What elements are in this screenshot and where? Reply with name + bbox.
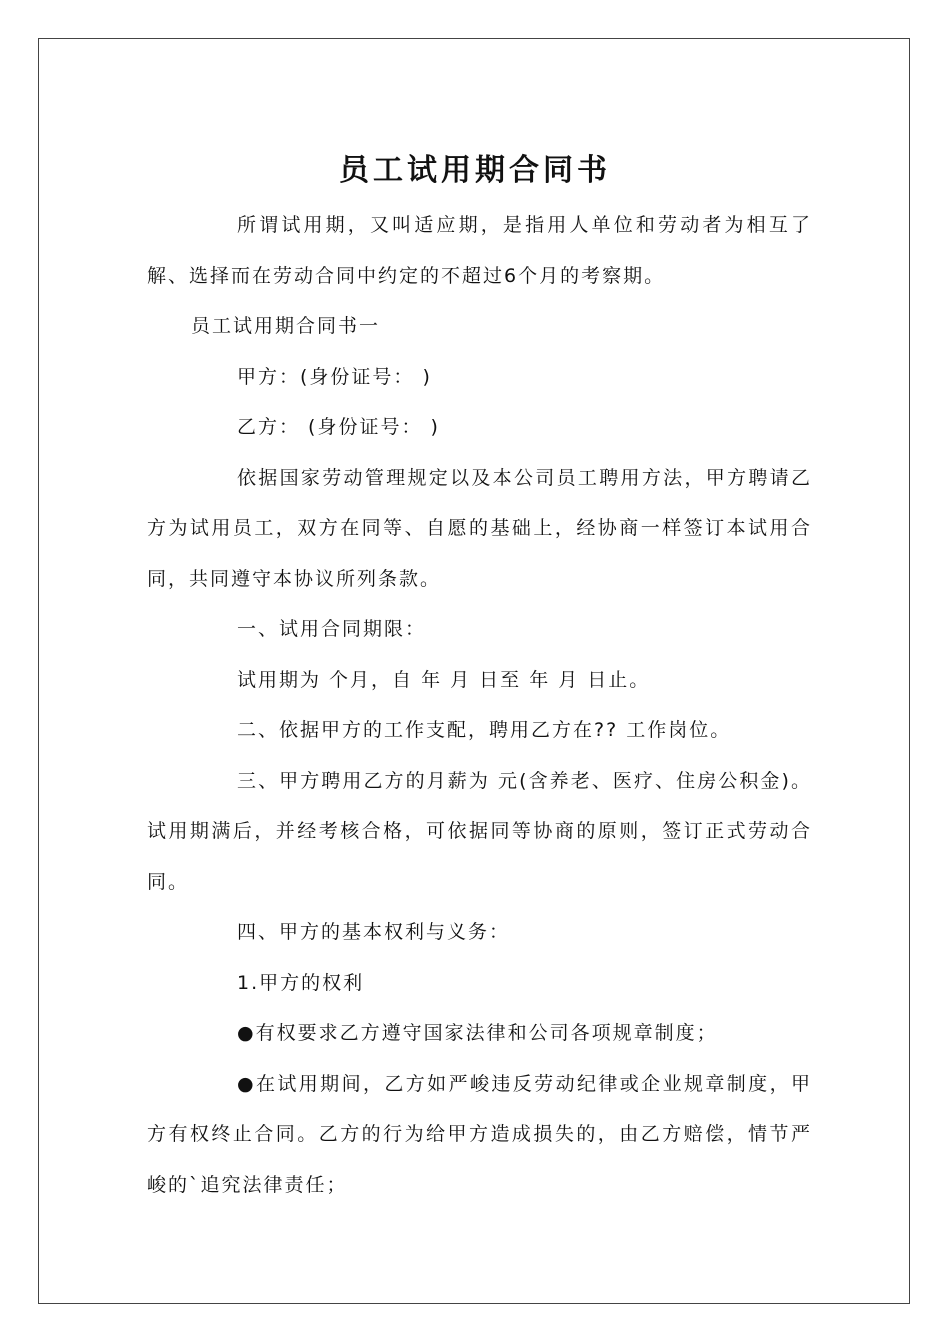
- clause-3: 三、甲方聘用乙方的月薪为 元(含养老、医疗、住房公积金)。试用期满后，并经考核合格，可依据同等协商的原则，签订正式劳动合同。: [147, 769, 812, 893]
- right-item-1: ●有权要求乙方遵守国家法律和公司各项规章制度；: [237, 1022, 718, 1044]
- contract-section-heading: 员工试用期合同书一: [191, 315, 381, 337]
- right-item-2: ●在试用期间，乙方如严峻违反劳动纪律或企业规章制度，甲方有权终止合同。乙方的行为给甲方造成损失的，由乙方赔偿，情节严峻的`追究法律责任；: [147, 1072, 812, 1196]
- party-a-line: 甲方：(身份证号： ): [237, 365, 432, 388]
- clause-2: 二、依据甲方的工作支配，聘用乙方在?? 工作岗位。: [237, 719, 732, 741]
- party-b-line: 乙方： (身份证号： ): [237, 416, 440, 438]
- clause-4-subheading: 1.甲方的权利: [237, 971, 365, 994]
- document-body: [147, 200, 812, 1210]
- clause-4-heading: 四、甲方的基本权利与义务：: [237, 921, 511, 943]
- clause-1-heading: 一、试用合同期限：: [237, 618, 427, 640]
- clause-1-body: 试用期为 个月，自 年 月 日至 年 月 日止。: [237, 668, 651, 691]
- document-title: 员工试用期合同书: [339, 153, 611, 189]
- preamble-paragraph: 依据国家劳动管理规定以及本公司员工聘用方法，甲方聘请乙方为试用员工，双方在同等、自愿的基础上，经协商一样签订本试用合同，共同遵守本协议所列条款。: [147, 466, 812, 590]
- intro-paragraph: 所谓试用期，又叫适应期，是指用人单位和劳动者为相互了解、选择而在劳动合同中约定的不超过6个月的考察期。: [147, 214, 812, 287]
